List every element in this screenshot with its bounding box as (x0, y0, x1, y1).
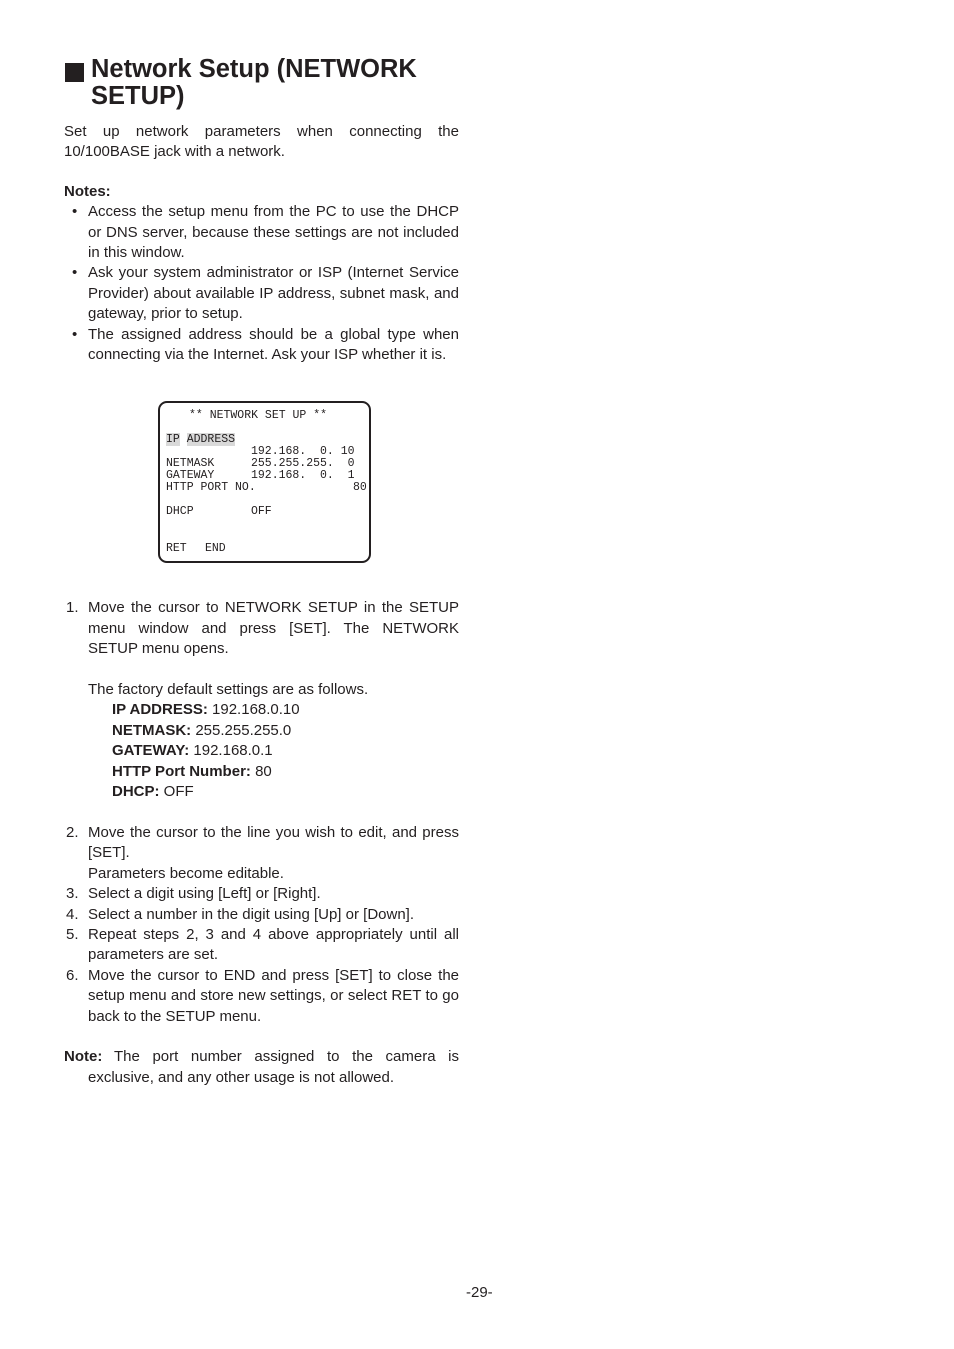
osd-ip-label (166, 434, 235, 446)
step-item (64, 905, 459, 925)
steps-list-first (64, 598, 459, 659)
step-number: 4. (66, 905, 79, 923)
osd-netmask-value: 255.255.255. 0 (251, 457, 355, 471)
default-label: HTTP Port Number: (112, 762, 251, 780)
intro-paragraph: Set up network parameters when connecting the 10/100BASE jack with a network. (64, 123, 459, 161)
default-item (64, 741, 459, 761)
step-number: 2. (66, 823, 79, 841)
osd-http-port-value: 80 (353, 481, 367, 495)
step-item (64, 598, 459, 659)
osd-ret: RET (166, 542, 187, 556)
steps-list-rest (64, 823, 459, 1027)
page-title (64, 56, 459, 110)
osd-header: ** NETWORK SET UP ** (189, 409, 328, 423)
step-extra-text: Parameters become editable. (88, 864, 284, 882)
osd-http-port-label: HTTP PORT NO. (166, 481, 256, 495)
default-item (64, 762, 459, 782)
default-label: IP ADDRESS: (112, 701, 208, 719)
bullet-icon: • (72, 264, 78, 282)
step-item (64, 925, 459, 966)
note-text: Access the setup menu from the PC to use the DHCP or DNS server, because these settings are not included in this window. (88, 203, 459, 262)
default-item (64, 721, 459, 741)
osd-dhcp-value: OFF (251, 505, 272, 519)
step-text: Move the cursor to the line you wish to edit, and press [SET]. (88, 823, 459, 862)
default-label: NETMASK: (112, 721, 192, 739)
step-item (64, 823, 459, 884)
default-value: 255.255.255.0 (195, 721, 292, 739)
default-label: DHCP: (112, 783, 160, 801)
step-item (64, 966, 459, 1027)
step-number: 1. (66, 599, 79, 617)
default-value: 192.168.0.10 (212, 701, 300, 719)
bullet-icon: • (72, 325, 78, 343)
osd-end: END (205, 542, 226, 556)
notes-heading: Notes: (64, 182, 111, 200)
note-item (64, 325, 459, 366)
step-text: Select a number in the digit using [Up] or [Down]. (88, 905, 415, 923)
default-item (64, 700, 459, 720)
osd-ip-label-part2: ADDRESS (186, 433, 236, 447)
default-value: 80 (255, 762, 272, 780)
step-text: Select a digit using [Left] or [Right]. (88, 885, 321, 903)
step-number: 3. (66, 885, 79, 903)
note-text: The assigned address should be a global type when connecting via the Internet. Ask your ISP whether it is. (88, 325, 459, 364)
default-item (64, 782, 459, 802)
content-column (64, 56, 459, 1088)
step-text: Move the cursor to NETWORK SETUP in the SETUP menu window and press [SET]. The NETWORK SETUP menu opens. (88, 599, 459, 658)
page-number: -29- (466, 1284, 493, 1301)
final-note (64, 1047, 459, 1088)
final-note-text: The port number assigned to the camera is exclusive, and any other usage is not allowed. (88, 1048, 459, 1086)
osd-gateway-value: 192.168. 0. 1 (251, 469, 355, 483)
notes-list (64, 202, 459, 365)
bullet-icon: • (72, 203, 78, 221)
defaults-block (64, 680, 459, 802)
note-item (64, 263, 459, 324)
note-text: Ask your system administrator or ISP (Internet Service Provider) about available IP address, subnet mask, and gateway, prior to setup. (88, 264, 459, 323)
defaults-intro: The factory default settings are as follows. (88, 681, 369, 699)
page-title-text: Network Setup (NETWORK SETUP) (91, 55, 417, 110)
osd-gateway-label: GATEWAY (166, 469, 215, 483)
default-label: GATEWAY: (112, 742, 190, 760)
osd-ip-value: 192.168. 0. 10 (251, 445, 355, 459)
osd-netmask-label: NETMASK (166, 457, 215, 471)
default-value: 192.168.0.1 (193, 742, 273, 760)
step-text: Move the cursor to END and press [SET] to close the setup menu and store new settings, or select RET to go back to the SETUP menu. (88, 966, 459, 1025)
note-item (64, 202, 459, 263)
step-item (64, 884, 459, 904)
osd-ip-label-part1: IP (166, 433, 180, 447)
osd-dhcp-label: DHCP (166, 505, 194, 519)
square-bullet-icon (65, 63, 84, 82)
default-value: OFF (163, 783, 194, 801)
final-note-label: Note: (64, 1048, 103, 1066)
step-text: Repeat steps 2, 3 and 4 above appropriately until all parameters are set. (88, 925, 459, 964)
osd-menu-screen (158, 401, 371, 563)
step-number: 5. (66, 925, 79, 943)
step-number: 6. (66, 966, 79, 984)
